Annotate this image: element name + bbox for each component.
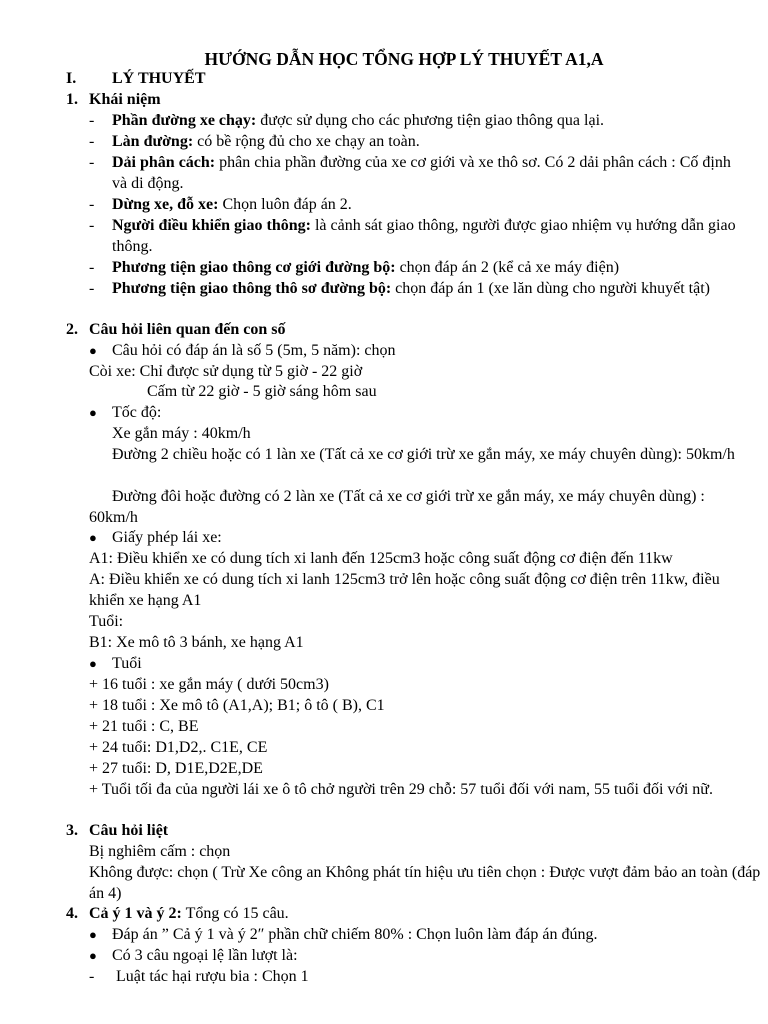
bullet-item: ● Giấy phép lái xe: bbox=[89, 529, 222, 546]
heading-number: 3. bbox=[66, 822, 78, 839]
definition-item: - Phương tiện giao thông thô sơ đường bộ: chọn đáp án 1 (xe lăn dùng cho người khuyết tật) bbox=[89, 280, 710, 297]
text-line: B1: Xe mô tô 3 bánh, xe hạng A1 bbox=[89, 634, 304, 651]
definition-term: Phần đường xe chạy: bbox=[112, 112, 257, 129]
exception-item: - Luật tác hại rượu bia : Chọn 1 bbox=[89, 968, 309, 985]
heading-rest: Tổng có 15 câu. bbox=[181, 905, 289, 922]
age-line: + 27 tuổi: D, D1E,D2E,DE bbox=[89, 760, 263, 777]
age-line: + 21 tuổi : C, BE bbox=[89, 718, 199, 735]
text-line: Còi xe: Chỉ được sử dụng từ 5 giờ - 22 giờ bbox=[89, 363, 363, 380]
definition-term: Làn đường: bbox=[112, 133, 194, 150]
text-line: A1: Điều khiển xe có dung tích xi lanh đến 125cm3 hoặc công suất động cơ điện đến 11kw bbox=[89, 550, 673, 567]
definition-text: có bề rộng đủ cho xe chạy an toàn. bbox=[193, 133, 420, 150]
age-max-paragraph: + Tuổi tối đa của người lái xe ô tô chở người trên 29 chỗ: 57 tuổi đối với nam, 55 tuổi đối với nữ. bbox=[89, 781, 713, 798]
text-line: Cấm từ 22 giờ - 5 giờ sáng hôm sau bbox=[147, 383, 377, 400]
definition-text: chọn đáp án 1 (xe lăn dùng cho người khuyết tật) bbox=[391, 280, 710, 297]
bullet-item: ● Tốc độ: bbox=[89, 404, 162, 421]
document-title: HƯỚNG DẪN HỌC TỔNG HỢP LÝ THUYẾT A1,A bbox=[204, 49, 604, 69]
text-line: Tuổi: bbox=[89, 613, 124, 630]
text-paragraph: Đường 2 chiều hoặc có 1 làn xe (Tất cả xe cơ giới trừ xe gắn máy, xe máy chuyên dùng): 50km/h bbox=[112, 446, 735, 463]
definition-text: là cảnh sát giao thông, người được giao nhiệm vụ hướng dẫn giao thông. bbox=[112, 217, 736, 255]
age-line: + 24 tuổi: D1,D2,. C1E, CE bbox=[89, 739, 268, 756]
text-line: 60km/h bbox=[89, 509, 138, 526]
definition-text: chọn đáp án 2 (kể cả xe máy điện) bbox=[395, 259, 620, 276]
definition-text: Chọn luôn đáp án 2. bbox=[218, 196, 352, 213]
heading-numbers bbox=[66, 320, 286, 341]
definition-item: - Dừng xe, đỗ xe: Chọn luôn đáp án 2. bbox=[89, 196, 352, 213]
section-number: I. bbox=[66, 70, 77, 87]
text-paragraph: Không được: chọn ( Trừ Xe công an Không phát tín hiệu ưu tiên chọn : Được vượt đảm bảo an toàn (đáp án 4) bbox=[89, 864, 761, 902]
heading-concepts bbox=[66, 90, 161, 111]
section-heading-theory bbox=[66, 69, 206, 90]
age-line: + 16 tuổi : xe gắn máy ( dưới 50cm3) bbox=[89, 676, 329, 693]
text-line: Đường đôi hoặc đường có 2 làn xe (Tất cả xe cơ giới trừ xe gắn máy, xe máy chuyên dùng) : bbox=[112, 488, 705, 505]
text-line: Bị nghiêm cấm : chọn bbox=[89, 843, 231, 860]
definition-item: - Làn đường: có bề rộng đủ cho xe chạy an toàn. bbox=[89, 133, 420, 150]
definition-item: - Người điều khiển giao thông: là cảnh sát giao thông, người được giao nhiệm vụ hướng dẫn giao thông. bbox=[89, 217, 736, 255]
heading-both-options bbox=[66, 904, 289, 925]
bullet-item: ● Có 3 câu ngoại lệ lần lượt là: bbox=[89, 947, 298, 964]
heading-number: 1. bbox=[66, 91, 78, 108]
bullet-item: ● Tuổi bbox=[89, 655, 142, 672]
definition-item: - Dải phân cách: phân chia phần đường của xe cơ giới và xe thô sơ. Có 2 dải phân cách : Cố định và di động. bbox=[89, 154, 731, 192]
heading-disqualifying bbox=[66, 821, 168, 842]
definition-text: phân chia phần đường của xe cơ giới và xe thô sơ. Có 2 dải phân cách : Cố định và di động. bbox=[112, 154, 731, 192]
text-paragraph: A: Điều khiển xe có dung tích xi lanh 125cm3 trở lên hoặc công suất động cơ điện trên 11kw, điều khiển xe hạng A1 bbox=[89, 571, 720, 609]
section-label: LÝ THUYẾT bbox=[112, 70, 206, 87]
heading-label: Cả ý 1 và ý 2: bbox=[89, 905, 182, 922]
definition-term: Dừng xe, đỗ xe: bbox=[112, 196, 219, 213]
heading-number: 2. bbox=[66, 321, 78, 338]
bullet-item: ● Đáp án ” Cả ý 1 và ý 2″ phần chữ chiếm 80% : Chọn luôn làm đáp án đúng. bbox=[89, 926, 598, 943]
heading-label: Câu hỏi liệt bbox=[89, 822, 169, 839]
heading-label: Câu hỏi liên quan đến con số bbox=[89, 321, 286, 338]
age-line: + 18 tuổi : Xe mô tô (A1,A); B1; ô tô ( B), C1 bbox=[89, 697, 385, 714]
definition-item: - Phương tiện giao thông cơ giới đường bộ: chọn đáp án 2 (kể cả xe máy điện) bbox=[89, 259, 620, 276]
heading-number: 4. bbox=[66, 905, 78, 922]
definition-text: được sử dụng cho các phương tiện giao thông qua lại. bbox=[256, 112, 605, 129]
definition-term: Người điều khiển giao thông: bbox=[112, 217, 311, 234]
heading-label: Khái niệm bbox=[89, 91, 161, 108]
text-line: Xe gắn máy : 40km/h bbox=[112, 425, 251, 442]
definition-term: Phương tiện giao thông thô sơ đường bộ: bbox=[112, 280, 392, 297]
definition-item: - Phần đường xe chạy: được sử dụng cho các phương tiện giao thông qua lại. bbox=[89, 112, 605, 129]
definition-term: Phương tiện giao thông cơ giới đường bộ: bbox=[112, 259, 396, 276]
definition-term: Dải phân cách: bbox=[112, 154, 216, 171]
bullet-item: ● Câu hỏi có đáp án là số 5 (5m, 5 năm): chọn bbox=[89, 342, 396, 359]
